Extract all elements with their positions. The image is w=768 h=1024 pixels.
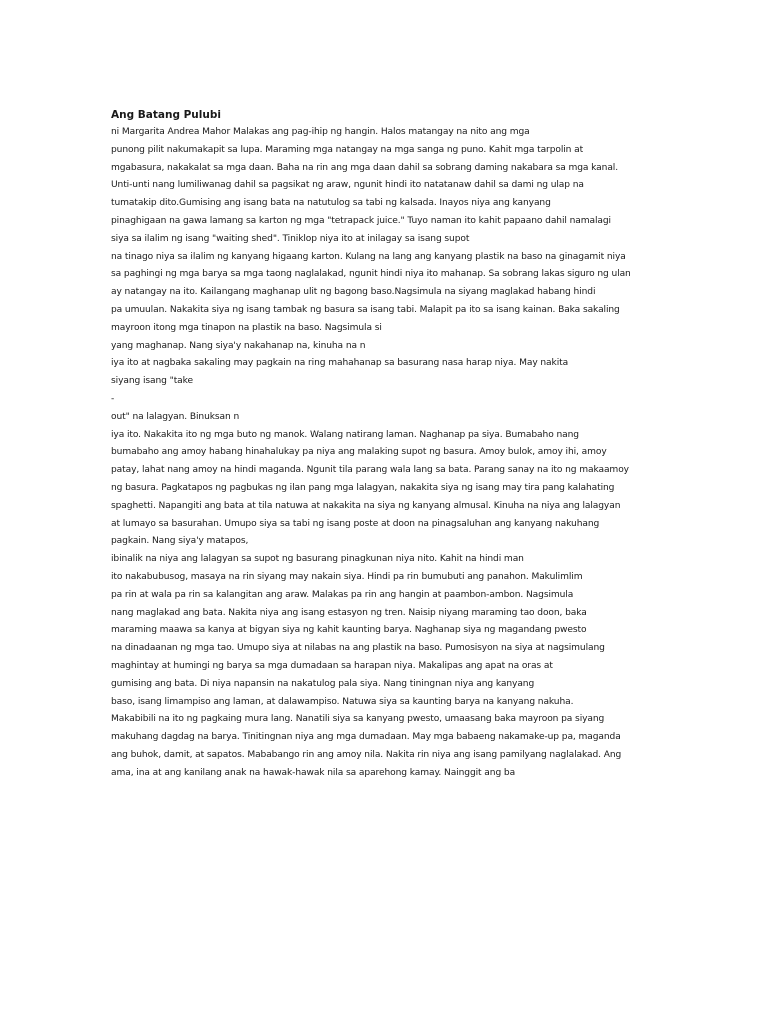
text-line: siya sa ilalim ng isang "waiting shed". Tiniklop niya ito at inilagay sa isang supot bbox=[111, 233, 470, 244]
text-line: siyang isang "take bbox=[111, 376, 193, 387]
text-line: gumising ang bata. Di niya napansin na nakatulog pala siya. Nang tiningnan niya ang kanyang bbox=[111, 678, 535, 689]
text-line: ni Margarita Andrea Mahor Malakas ang pag-ihip ng hangin. Halos matangay na nito ang mga bbox=[111, 127, 530, 137]
text-line: ama, ina at ang kanilang anak na hawak-hawak nila sa aparehong kamay. Nainggit ang ba bbox=[111, 767, 516, 778]
text-line: maraming maawa sa kanya at bigyan siya ng kahit kaunting barya. Naghanap siya ng magandang pwesto bbox=[111, 625, 587, 636]
text-line: ito nakabubusog, masaya na rin siyang may nakain siya. Hindi pa rin bumubuti ang panahon. Makulimlim bbox=[111, 571, 583, 582]
text-line: yang maghanap. Nang siya'y nakahanap na, kinuha na n bbox=[111, 340, 366, 351]
text-line: - bbox=[111, 393, 115, 404]
text-line: mgabasura, nakakalat sa mga daan. Baha na rin ang mga daan dahil sa sobrang daming nakabara sa mga kanal. bbox=[111, 162, 619, 173]
text-line: spaghetti. Napangiti ang bata at tila natuwa at nakakita na siya ng kanyang almusal. Kinuha na niya ang lalagyan bbox=[111, 500, 621, 511]
text-line: punong pilit nakumakapit sa lupa. Maraming mga natangay na mga sanga ng puno. Kahit mga tarpolin at bbox=[111, 144, 584, 155]
text-line: iya ito at nagbaka sakaling may pagkain na ring mahahanap sa basurang nasa harap niya. May nakita bbox=[111, 358, 569, 369]
document-body bbox=[111, 106, 663, 782]
text-line: makuhang dagdag na barya. Tinitingnan niya ang mga dumadaan. May mga babaeng nakamake-up pa, maganda bbox=[111, 732, 621, 743]
text-line: mayroon itong mga tinapon na plastik na baso. Nagsimula si bbox=[111, 322, 382, 333]
text-line: ang buhok, damit, at sapatos. Mababango rin ang amoy nila. Nakita rin niya ang isang pamilyang naglalakad. Ang bbox=[111, 749, 622, 760]
text-line: na dinadaanan ng mga tao. Umupo siya at nilabas na ang plastik na baso. Pumosisyon na siya at nagsimulang bbox=[111, 643, 605, 654]
story-text bbox=[111, 124, 663, 782]
text-line: patay, lahat nang amoy na hindi maganda. Ngunit tila parang wala lang sa bata. Parang sanay na ito ng makaamoy bbox=[111, 465, 629, 476]
text-line: ibinalik na niya ang lalagyan sa supot ng basurang pinagkunan niya nito. Kahit na hindi man bbox=[111, 554, 524, 565]
text-line: iya ito. Nakakita ito ng mga buto ng manok. Walang natirang laman. Naghanap pa siya. Bumabaho nang bbox=[111, 429, 579, 440]
text-line: Unti-unti nang lumiliwanag dahil sa pagsikat ng araw, ngunit hindi ito natatanaw dahil sa dami ng ulap na bbox=[111, 180, 584, 191]
text-line: pa umuulan. Nakakita siya ng isang tambak ng basura sa isang tabi. Malapit pa ito sa isang kainan. Baka sakaling bbox=[111, 304, 620, 315]
text-line: na tinago niya sa ilalim ng kanyang higaang karton. Kulang na lang ang kanyang plastik na baso na ginagamit niya bbox=[111, 251, 626, 262]
text-line: pa rin at wala pa rin sa kalangitan ang araw. Malakas pa rin ang hangin at paambon-ambon. Nagsimula bbox=[111, 589, 574, 600]
text-line: baso, isang limampiso ang laman, at dalawampiso. Natuwa siya sa kaunting barya na kanyang nakuha. bbox=[111, 696, 574, 707]
text-line: bumabaho ang amoy habang hinahalukay pa niya ang malaking supot ng basura. Amoy bulok, amoy ihi, amoy bbox=[111, 447, 607, 458]
text-line: ng basura. Pagkatapos ng pagbukas ng ilan pang mga lalagyan, nakakita siya ng isang may tira pang kalahating bbox=[111, 482, 615, 493]
text-line: tumatakip dito.Gumising ang isang bata na natutulog sa tabi ng kalsada. Inayos niya ang kanyang bbox=[111, 198, 551, 209]
text-line: Makabibili na ito ng pagkaing mura lang. Nanatili siya sa kanyang pwesto, umaasang baka mayroon pa siyang bbox=[111, 714, 605, 725]
text-line: pinaghigaan na gawa lamang sa karton ng mga "tetrapack juice." Tuyo naman ito kahit papaano dahil namalagi bbox=[111, 215, 611, 226]
text-line: at lumayo sa basurahan. Umupo siya sa tabi ng isang poste at doon na pinagsaluhan ang kanyang nakuhang bbox=[111, 518, 600, 529]
document-title: Ang Batang Pulubi bbox=[111, 109, 221, 121]
text-line: maghintay at humingi ng barya sa mga dumadaan sa harapan niya. Makalipas ang apat na oras at bbox=[111, 660, 553, 671]
text-line: sa paghingi ng mga barya sa mga taong naglalakad, ngunit hindi niya ito mahanap. Sa sobrang lakas siguro ng ulan bbox=[111, 269, 631, 280]
text-line: out" na lalagyan. Binuksan n bbox=[111, 411, 240, 422]
text-line: pagkain. Nang siya'y matapos, bbox=[111, 536, 249, 547]
text-line: nang maglakad ang bata. Nakita niya ang isang estasyon ng tren. Naisip niyang maraming tao doon, baka bbox=[111, 607, 587, 618]
text-line: ay natangay na ito. Kailangang maghanap ulit ng bagong baso.Nagsimula na siyang maglakad habang hindi bbox=[111, 287, 596, 298]
